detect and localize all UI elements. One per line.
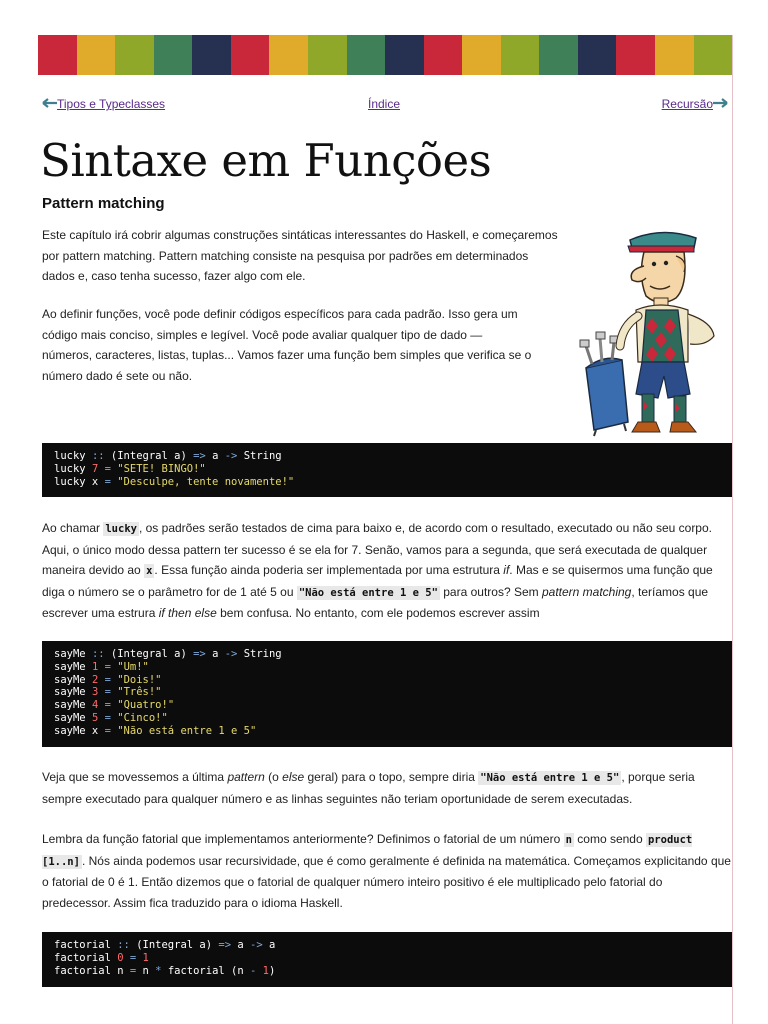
stripe-block <box>424 35 463 75</box>
code-line: sayMe 5 = "Cinco!" <box>54 711 168 724</box>
code-line: sayMe 3 = "Três!" <box>54 686 162 699</box>
code-line: sayMe 2 = "Dois!" <box>54 673 162 686</box>
stripe-block <box>694 35 733 75</box>
pattern-order-paragraph: Veja que se movessemos a última pattern (o else geral) para o topo, sempre diria "Não está entre 1 e 5" , porque seria sempre executado para qualquer número e as linhas seguintes não teriam oportunidade de serem executadas. <box>42 770 695 806</box>
stripe-block <box>308 35 347 75</box>
index-link[interactable]: Índice <box>368 97 401 111</box>
arrow-right-icon <box>713 97 728 111</box>
code-line: sayMe 1 = "Um!" <box>54 660 149 673</box>
stripe-block <box>655 35 694 75</box>
code-line: sayMe 4 = "Quatro!" <box>54 699 175 712</box>
stripe-block <box>578 35 617 75</box>
code-line: lucky x = "Desculpe, tente novamente!" <box>54 475 295 488</box>
stripe-block <box>77 35 116 75</box>
prev-chapter-label: Tipos e Typeclasses <box>57 97 166 111</box>
stripe-block <box>231 35 270 75</box>
code-block-lucky <box>42 443 732 497</box>
inline-code: "Não está entre 1 e 5" <box>298 586 438 599</box>
prev-chapter-link[interactable] <box>42 97 165 111</box>
code-line: lucky 7 = "SETE! BINGO!" <box>54 462 206 475</box>
code-block-factorial <box>42 932 732 987</box>
stripe-block <box>347 35 386 75</box>
stripe-block <box>154 35 193 75</box>
next-chapter-link[interactable] <box>662 97 728 111</box>
right-border <box>732 35 733 1024</box>
intro-paragraph: Este capítulo irá cobrir algumas construções sintáticas interessantes do Haskell, e começaremos por pattern matching. Pattern matching consiste na pesquisa por padrões em determinados dados e, caso tenha sucesso, fazer algo com ele. <box>42 228 558 283</box>
stripe-block <box>616 35 655 75</box>
arrow-left-icon <box>42 97 57 111</box>
color-stripe-banner <box>38 35 732 75</box>
inline-code: product [1..n] <box>42 834 693 868</box>
stripe-block <box>115 35 154 75</box>
stripe-block <box>501 35 540 75</box>
next-chapter-label: Recursão <box>661 97 713 111</box>
section-heading: Pattern matching <box>42 195 165 212</box>
code-line: factorial :: (Integral a) => a -> a <box>54 939 276 951</box>
code-line: lucky :: (Integral a) => a -> String <box>54 450 282 462</box>
inline-code: "Não está entre 1 e 5" <box>480 772 620 784</box>
code-line: factorial n = n * factorial (n - 1) <box>54 964 276 977</box>
stripe-block <box>269 35 308 75</box>
stripe-block <box>192 35 231 75</box>
page-title: Sintaxe em Funções <box>40 134 492 187</box>
code-block-sayme <box>42 641 732 747</box>
golfer-illustration <box>572 226 722 438</box>
code-line: sayMe :: (Integral a) => a -> String <box>54 648 282 660</box>
stripe-block <box>539 35 578 75</box>
inline-code: n <box>565 834 572 846</box>
stripe-block <box>462 35 501 75</box>
stripe-block <box>385 35 424 75</box>
stripe-block <box>38 35 77 75</box>
inline-code: lucky <box>105 523 137 535</box>
factorial-paragraph: Lembra da função fatorial que implementamos anteriormente? Definimos o fatorial de um número n como sendo product [1..n] . Nós ainda podemos usar recursividade, que é como geralmente é definida na matemática. Começamos explicitando que o fatorial de 0 é 1. Então dizemos que o fatorial de qualquer número inteiro positivo é ele multiplicado pelo fatorial do predecessor. Assim fica traduzido para o idioma Haskell. <box>42 832 731 910</box>
code-line: sayMe x = "Não está entre 1 e 5" <box>54 724 257 737</box>
inline-code: x <box>146 565 153 577</box>
lucky-explanation-paragraph: Ao chamar lucky , os padrões serão testados de cima para baixo e, de acordo com o resultado, executado ou não seu corpo. Aqui, o único modo dessa pattern ter sucesso é se ela for 7. Senão, vamos para a segunda, que será executada de qualquer maneira devido ao x . Essa função ainda poderia ser implementada por uma estrutura if. Mas e se quisermos uma função que diga o número se o parâmetro for de 1 até 5 ou "Não está entre 1 e 5" para outros? Sem pattern matching, teríamos que escrever uma estrura if then else bem confusa. No entanto, com ele podemos escrever assim <box>42 521 713 620</box>
code-line: factorial 0 = 1 <box>54 951 149 964</box>
top-navigation <box>42 97 728 115</box>
patterns-paragraph: Ao definir funções, você pode definir códigos específicos para cada padrão. Isso gera um código mais conciso, simples e legível. Você pode avaliar qualquer tipo de dado — números, caracteres, listas, tuplas... Vamos fazer uma função bem simples que verifica se o número dado é sete ou não. <box>42 307 532 383</box>
